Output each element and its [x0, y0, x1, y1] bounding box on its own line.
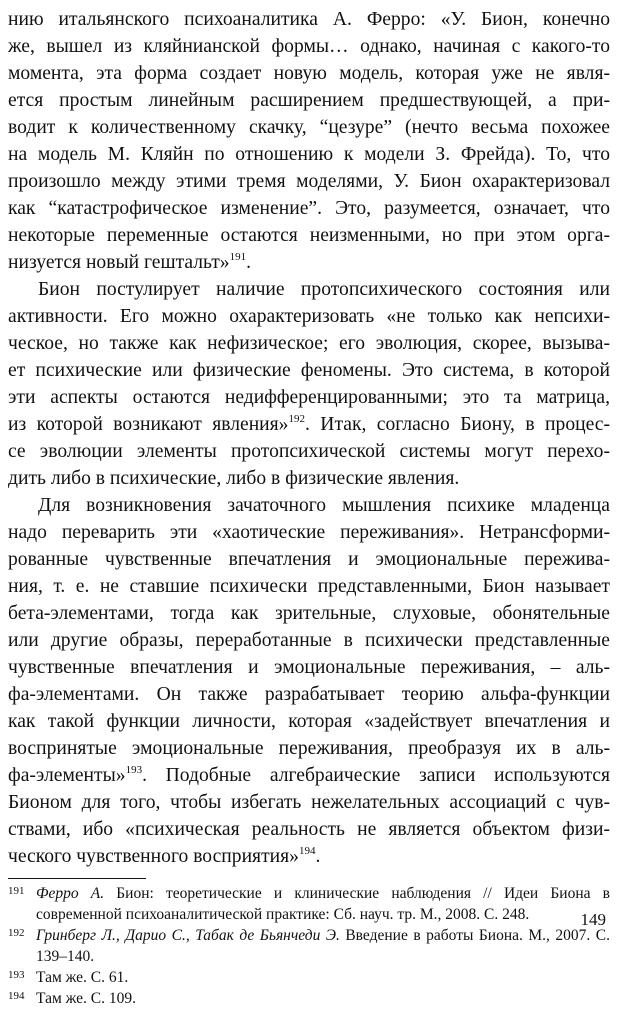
- text-line: [8, 141, 610, 168]
- text-line-content: эти аспекты остаются недифференцированными; это та матрица,: [8, 387, 610, 408]
- footnote-reference-text: Введение в работы Биона. М., 2007. С. 139–140.: [36, 927, 610, 965]
- text-line: [8, 843, 610, 870]
- footnote-author: Гринберг Л., Дарио С., Табак де Бьянчеди Э.: [36, 927, 340, 944]
- text-line-content: воспринятые эмоциональные переживания, преобразуя их в аль-: [8, 738, 610, 759]
- text-line: [8, 573, 610, 600]
- text-line-content: же, вышел из кляйнианской формы… однако, начиная с какого-то: [8, 36, 610, 57]
- footnote: [8, 988, 610, 1009]
- footnote-number: 191: [8, 885, 25, 897]
- text-line: [8, 114, 610, 141]
- text-line: [8, 411, 610, 438]
- text-line-content: ческого чувственного восприятия»: [8, 846, 299, 867]
- text-line: [8, 438, 610, 465]
- text-line-content: ется простым линейным расширением предшествующей, а при-: [8, 90, 610, 111]
- text-line: [8, 600, 610, 627]
- text-line: [8, 249, 610, 276]
- text-line: [8, 519, 610, 546]
- body-text: [8, 6, 610, 870]
- footnote-reference-text: Там же. С. 109.: [36, 990, 136, 1007]
- text-line-content: как “катастрофическое изменение”. Это, разумеется, означает, что: [8, 198, 610, 219]
- footnote-text: [36, 883, 610, 925]
- text-line: [8, 33, 610, 60]
- text-line: [8, 384, 610, 411]
- text-line-content: некоторые переменные остаются неизменными, но при этом орга-: [8, 225, 610, 246]
- text-line-content: Для возникновения зачаточного мышления психике младенца: [38, 495, 610, 516]
- text-line-content: из которой возникают явления»: [8, 414, 289, 435]
- text-line: [8, 627, 610, 654]
- text-line: [8, 276, 610, 303]
- text-line-content: низуется новый гештальт»: [8, 252, 230, 273]
- text-line-content: на модель М. Кляйн по отношению к модели З. Фрейда). То, что: [8, 144, 610, 165]
- footnote: [8, 883, 610, 925]
- text-line: [8, 546, 610, 573]
- footnotes: [8, 883, 610, 1009]
- footnote-reference: 193: [125, 764, 143, 776]
- footnote-reference-text: Там же. С. 61.: [36, 969, 129, 986]
- text-line-content: активности. Его можно охарактеризовать «не только как непсихи-: [8, 306, 610, 327]
- text-line-content: момента, эта форма создает новую модель, которая уже не явля-: [8, 63, 610, 84]
- footnote-separator: [8, 878, 146, 879]
- footnote-author: Ферро А.: [36, 885, 105, 902]
- text-line-content: рованные чувственные впечатления и эмоциональные пережива-: [8, 549, 610, 570]
- text-line: [8, 735, 610, 762]
- text-line: [8, 6, 610, 33]
- text-line: [8, 87, 610, 114]
- text-line: [8, 465, 610, 492]
- text-line-content: фа-элементы»: [8, 765, 126, 786]
- text-line: [8, 60, 610, 87]
- text-line-content: или другие образы, переработанные в психически представленные: [8, 630, 610, 651]
- footnote: [8, 925, 610, 967]
- text-line-content: произошло между этими тремя моделями, У. Бион охарактеризовал: [8, 171, 610, 192]
- text-line-content: фа-элементами. Он также разрабатывает теорию альфа-функции: [8, 684, 610, 705]
- footnote-reference-text: Бион: теоретические и клинические наблюдения // Идеи Биона в современной психоаналитической практике: Сб. науч. тр. М., 2008. С. 248.: [36, 885, 610, 923]
- page-number: 149: [580, 910, 606, 929]
- text-line-content: чувственные впечатления и эмоциональные переживания, – аль-: [8, 657, 610, 678]
- footnote: [8, 967, 610, 988]
- text-line: [8, 492, 610, 519]
- text-line: [8, 330, 610, 357]
- text-line: [8, 303, 610, 330]
- text-line-continuation: . Подобные алгебраические записи используются: [142, 765, 610, 786]
- text-line: [8, 195, 610, 222]
- text-line: [8, 222, 610, 249]
- footnote-number: 193: [8, 969, 25, 981]
- text-line: [8, 168, 610, 195]
- footnote-reference: 192: [288, 413, 305, 425]
- text-line-continuation: . Итак, согласно Биону, в процес-: [304, 414, 610, 435]
- text-line-content: ствами, ибо «психическая реальность не является объектом физи-: [8, 819, 610, 840]
- text-line-content: нию итальянского психоаналитика А. Ферро: «У. Бион, конечно: [8, 9, 610, 30]
- text-line: [8, 357, 610, 384]
- text-line-content: как такой функции личности, которая «задействует впечатления и: [8, 711, 610, 732]
- text-line: [8, 789, 610, 816]
- text-line-content: бета-элементами, тогда как зрительные, слуховые, обонятельные: [8, 603, 610, 624]
- text-line: [8, 816, 610, 843]
- text-line-content: ния, т. е. не ставшие психически представленными, Бион называет: [8, 576, 610, 597]
- text-line-content: се эволюции элементы протопсихической системы могут перехо-: [8, 441, 610, 462]
- footnote-text: [36, 967, 610, 988]
- text-line-content: Бионом для того, чтобы избегать нежелательных ассоциаций с чув-: [8, 792, 610, 813]
- text-line: [8, 681, 610, 708]
- text-line: [8, 762, 610, 789]
- footnote-reference: 194: [298, 845, 316, 857]
- footnote-text: [36, 988, 610, 1009]
- text-line: [8, 654, 610, 681]
- footnote-text: [36, 925, 610, 967]
- text-line-content: водит к количественному скачку, “цезуре” (нечто весьма похожее: [8, 117, 610, 138]
- footnote-number: 194: [8, 990, 25, 1002]
- text-line-content: ческое, но также как нефизическое; его эволюция, скорее, вызыва-: [8, 333, 610, 354]
- text-line-content: Бион постулирует наличие протопсихического состояния или: [38, 279, 610, 300]
- text-line: [8, 708, 610, 735]
- text-line-continuation: .: [246, 252, 251, 273]
- footnote-reference: 191: [229, 251, 247, 263]
- text-line-content: надо переварить эти «хаотические переживания». Нетрансформи-: [8, 522, 610, 543]
- text-line-continuation: .: [315, 846, 321, 867]
- text-line-content: ет психические или физические феномены. Это система, в которой: [8, 360, 610, 381]
- text-line-content: дить либо в психические, либо в физические явления.: [8, 468, 460, 489]
- footnote-number: 192: [8, 927, 25, 939]
